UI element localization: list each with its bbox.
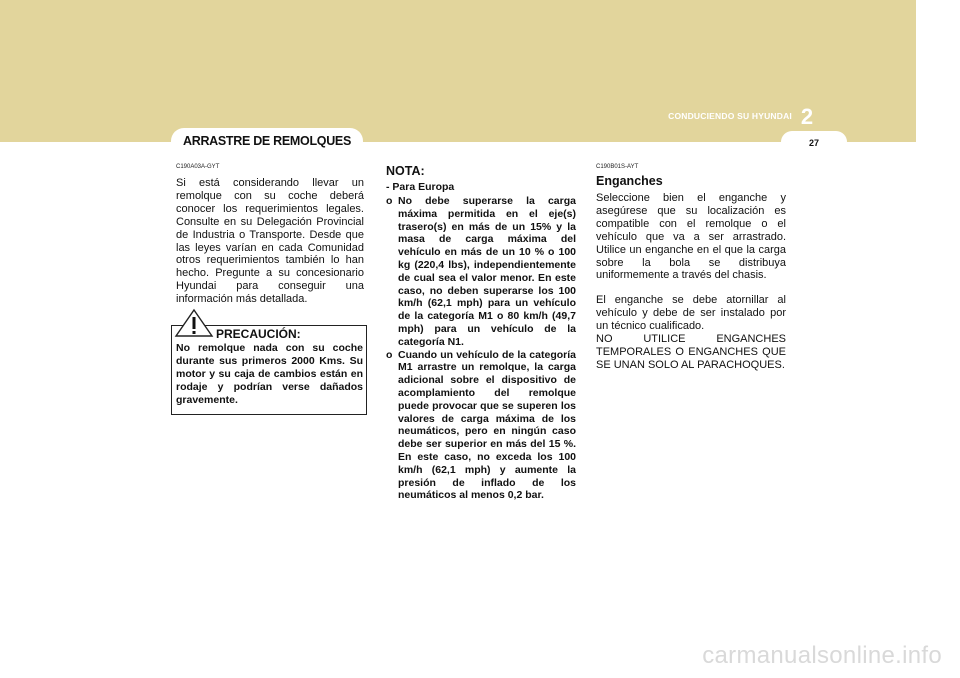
section-code: C190B01S-AYT xyxy=(596,164,639,170)
enganches-title: Enganches xyxy=(596,174,663,188)
nota-subtitle: - Para Europa xyxy=(386,181,455,193)
page-number: 27 xyxy=(808,138,819,148)
section-title: ARRASTRE DE REMOLQUES xyxy=(182,134,352,148)
intro-paragraph: Si está considerando llevar un remolque con su coche deberá conocer los requerimientos legales. Consulte en su Delegación Provincial de Industria o Transporte. Desde que las leyes varían en cada Comunidad otros requerimientos también lo han hecho. Pregunte a su concesionario Hyundai para conseguir una información más detallada. xyxy=(176,177,364,306)
nota-item-text: No debe superarse la carga máxima permitida en el eje(s) trasero(s) en más de un 15% y la masa de carga máxima del vehículo en más de un 10 % o 100 kg (220,4 lbs), independientemente de cual sea el valor menor. En este caso, no deben superarse los 100 km/h (62,1 mph) para un vehículo de la categoría M1 o 80 km/h (49,7 mph) para un vehículo de la categoría N1. xyxy=(398,195,576,348)
enganches-warning-paragraph: NO UTILICE ENGANCHES TEMPORALES O ENGANCHES QUE SE UNAN SOLO AL PARACHOQUES. xyxy=(596,333,786,371)
list-bullet: o xyxy=(386,195,393,207)
list-bullet: o xyxy=(386,348,393,361)
nota-list-item xyxy=(386,349,576,503)
nota-title: NOTA: xyxy=(386,164,425,178)
chapter-number: 2 xyxy=(800,104,814,129)
warning-triangle-icon xyxy=(174,308,214,338)
chapter-title: CONDUCIENDO SU HYUNDAI xyxy=(668,111,792,121)
nota-item-text: Cuando un vehículo de la categoría M1 arrastre un remolque, la carga adicional sobre el dispositivo de acomplamiento del remolque puede provocar que se superen los valores de carga máxima de los neumáticos, pero en ningún caso debe ser superior en más del 15 %. En este caso, no exceda los 100 km/h (62,1 mph) y aumente la presión de inflado de los neumáticos al menos 0,2 bar. xyxy=(398,348,576,502)
footer-watermark: carmanualsonline.info xyxy=(702,642,942,669)
column-enganches xyxy=(596,164,786,372)
column-trailer-intro xyxy=(176,164,364,306)
section-code: C190A03A-GYT xyxy=(176,164,220,170)
enganches-paragraph: Seleccione bien el enganche y asegúrese que su localización es compatible con el remolque o el vehículo que va a ser arrastrado. Utilice un enganche en el que la carga sobre la bola se distribuya uniformemente a través del chasis. xyxy=(596,192,786,282)
caution-title: PRECAUCIÓN: xyxy=(216,327,301,341)
caution-text: No remolque nada con su coche durante sus primeros 2000 Kms. Su motor y su caja de cambios están en rodaje y podrían verse dañados gravemente. xyxy=(176,342,363,406)
column-nota xyxy=(386,164,576,502)
enganches-paragraph: El enganche se debe atornillar al vehículo y debe de ser instalado por un técnico cualificado. xyxy=(596,294,786,333)
nota-list-item xyxy=(386,195,576,349)
